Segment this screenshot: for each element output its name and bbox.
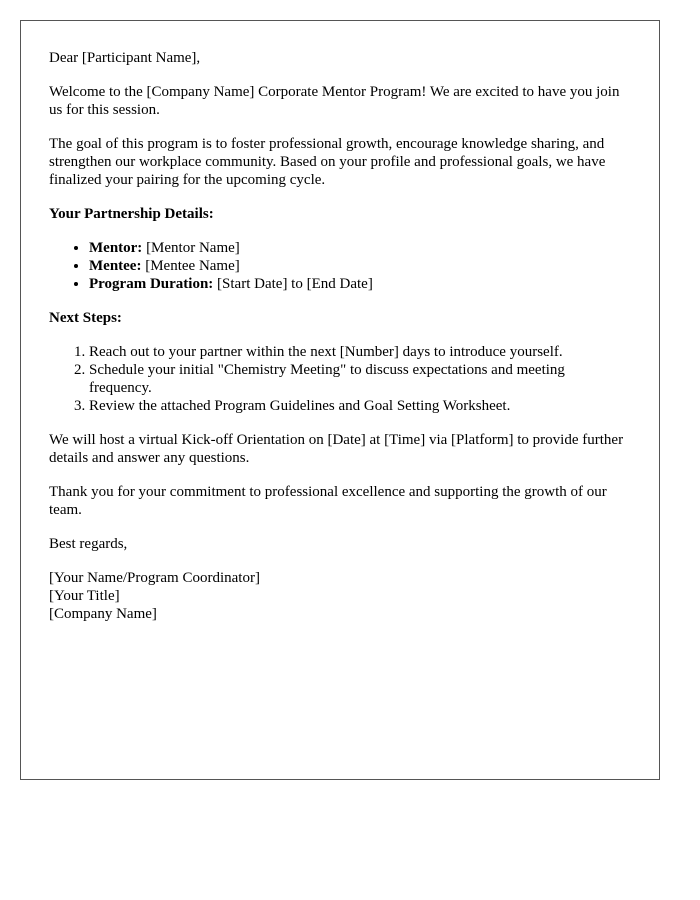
next-steps-heading: Next Steps: [49,310,122,326]
orientation-paragraph: We will host a virtual Kick-off Orientation on [Date] at [Time] via [Platform] to provide further details and answer any questions. [49,432,624,466]
mentee-label: Mentee: [89,258,142,274]
list-item [89,239,631,257]
duration-value: [Start Date] to [End Date] [213,276,373,292]
signature-company: [Company Name] [49,606,157,622]
goal-paragraph: The goal of this program is to foster professional growth, encourage knowledge sharing, and strengthen our workplace community. Based on your profile and professional goals, we have finalized your pairing for the upcoming cycle. [49,136,606,188]
list-item [89,257,631,275]
signature-block [49,569,631,623]
signature-title: [Your Title] [49,588,120,604]
greeting: Dear [Participant Name], [49,50,201,66]
mentor-value: [Mentor Name] [142,240,240,256]
signature-name: [Your Name/Program Coordinator] [49,570,260,586]
duration-label: Program Duration: [89,276,214,292]
partnership-heading: Your Partnership Details: [49,206,214,222]
mentor-label: Mentor: [89,240,143,256]
partnership-list [49,239,631,293]
list-item: 1. Reach out to your partner within the next [Number] days to introduce yourself. [89,343,631,361]
closing: Best regards, [49,536,128,552]
mentee-value: [Mentee Name] [141,258,240,274]
list-item: 3. Review the attached Program Guidelines and Goal Setting Worksheet. [89,397,631,415]
next-steps-list [49,343,631,415]
letter-body [20,20,660,780]
list-item [89,275,631,293]
list-item: 2. Schedule your initial "Chemistry Meeting" to discuss expectations and meeting frequency. [89,361,631,397]
intro-paragraph: Welcome to the [Company Name] Corporate Mentor Program! We are excited to have you join us for this session. [49,84,620,118]
thanks-paragraph: Thank you for your commitment to professional excellence and supporting the growth of our team. [49,484,607,518]
